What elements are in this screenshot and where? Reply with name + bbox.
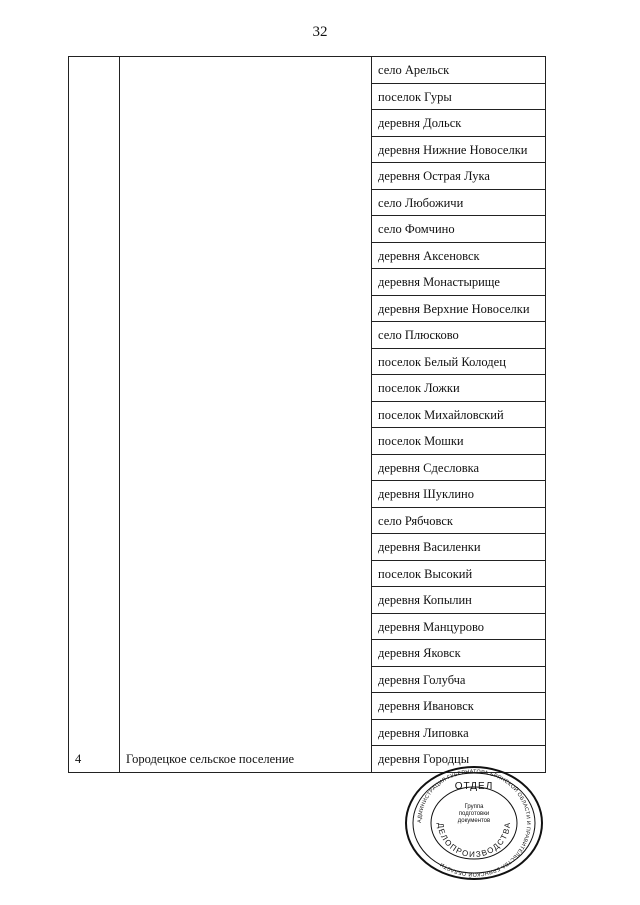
settlement-cell: [120, 349, 372, 376]
row-number-cell: [69, 561, 120, 588]
locality-cell: село Фомчино: [372, 216, 546, 243]
locality-cell: деревня Сдесловка: [372, 455, 546, 482]
row-number-cell: [69, 84, 120, 111]
table-row: [69, 561, 546, 588]
settlement-cell: [120, 693, 372, 720]
locality-cell: деревня Городцы: [372, 746, 546, 773]
row-number-cell: [69, 693, 120, 720]
table-row: [69, 216, 546, 243]
row-number-cell: [69, 269, 120, 296]
table-row: [69, 640, 546, 667]
table-row: [69, 349, 546, 376]
locality-cell: деревня Ивановск: [372, 693, 546, 720]
page-number: 32: [312, 24, 328, 40]
stamp-inner-ring-text: ДЕЛОПРОИЗВОДСТВА: [435, 820, 513, 860]
table-row: [69, 587, 546, 614]
row-number-cell: [69, 402, 120, 429]
settlement-cell: [120, 322, 372, 349]
row-number-cell: [69, 322, 120, 349]
locality-cell: поселок Мошки: [372, 428, 546, 455]
table-row: [69, 110, 546, 137]
table-row: [69, 190, 546, 217]
settlement-cell: [120, 667, 372, 694]
locality-cell: поселок Белый Колодец: [372, 349, 546, 376]
stamp-center-line: Группа: [464, 804, 484, 810]
locality-cell: деревня Острая Лука: [372, 163, 546, 190]
table-row: [69, 720, 546, 747]
stamp-ring-text: АДМИНИСТРАЦИЯ ГУБЕРНАТОРА БРЯНСКОЙ ОБЛАСТИ И ПРАВИТЕЛЬСТВА БРЯНСКОЙ ОБЛАСТИ: [416, 768, 532, 878]
settlement-cell: [120, 561, 372, 588]
svg-text:ДЕЛОПРОИЗВОДСТВА: [436, 821, 512, 859]
settlement-cell: [120, 216, 372, 243]
settlement-cell: [120, 296, 372, 323]
settlement-cell: [120, 534, 372, 561]
row-number-cell: [69, 481, 120, 508]
locality-cell: село Плюсково: [372, 322, 546, 349]
locality-cell: село Арельск: [372, 57, 546, 84]
stamp-title: ОТДЕЛ: [454, 781, 494, 792]
locality-cell: поселок Ложки: [372, 375, 546, 402]
stamp-center-text: [452, 804, 496, 825]
table-row: [69, 137, 546, 164]
table-row: [69, 402, 546, 429]
settlements-table: [68, 56, 546, 773]
locality-cell: деревня Монастырище: [372, 269, 546, 296]
row-number-cell: [69, 587, 120, 614]
table-row: [69, 667, 546, 694]
locality-cell: деревня Яковск: [372, 640, 546, 667]
settlement-cell: [120, 243, 372, 270]
row-number-cell: [69, 57, 120, 84]
settlement-cell: [120, 508, 372, 535]
row-number-cell: [69, 137, 120, 164]
row-number-cell: [69, 110, 120, 137]
row-number-cell: [69, 720, 120, 747]
settlement-cell: [120, 190, 372, 217]
row-number-cell: [69, 667, 120, 694]
row-number-cell: [69, 534, 120, 561]
locality-cell: деревня Липовка: [372, 720, 546, 747]
table-row: [69, 163, 546, 190]
table-row: [69, 296, 546, 323]
locality-cell: село Любожичи: [372, 190, 546, 217]
settlement-cell: [120, 587, 372, 614]
table-row: [69, 534, 546, 561]
table-row: [69, 508, 546, 535]
settlement-cell: Городецкое сельское поселение: [120, 746, 372, 773]
settlement-cell: [120, 481, 372, 508]
locality-cell: деревня Голубча: [372, 667, 546, 694]
row-number-cell: [69, 163, 120, 190]
row-number-cell: [69, 455, 120, 482]
locality-cell: деревня Аксеновск: [372, 243, 546, 270]
stamp-center-line: подготовки: [458, 811, 490, 817]
settlement-cell: [120, 137, 372, 164]
table-row: [69, 57, 546, 84]
row-number-cell: [69, 216, 120, 243]
settlement-cell: [120, 375, 372, 402]
locality-cell: деревня Нижние Новоселки: [372, 137, 546, 164]
settlement-cell: [120, 269, 372, 296]
table-row: [69, 322, 546, 349]
official-stamp: [402, 764, 546, 882]
locality-cell: деревня Верхние Новоселки: [372, 296, 546, 323]
row-number-cell: 4: [69, 746, 120, 773]
locality-cell: поселок Высокий: [372, 561, 546, 588]
row-number-cell: [69, 508, 120, 535]
table-row: [69, 693, 546, 720]
row-number-cell: [69, 428, 120, 455]
settlement-cell: [120, 110, 372, 137]
locality-cell: деревня Дольск: [372, 110, 546, 137]
stamp-center-line: документов: [457, 818, 491, 824]
table-row: [69, 269, 546, 296]
settlement-cell: [120, 163, 372, 190]
table-row: [69, 84, 546, 111]
table-row: [69, 243, 546, 270]
row-number-cell: [69, 375, 120, 402]
settlement-cell: [120, 84, 372, 111]
locality-cell: деревня Василенки: [372, 534, 546, 561]
locality-cell: поселок Михайловский: [372, 402, 546, 429]
settlement-cell: [120, 57, 372, 84]
locality-cell: деревня Манцурово: [372, 614, 546, 641]
row-number-cell: [69, 190, 120, 217]
row-number-cell: [69, 349, 120, 376]
table-row: [69, 614, 546, 641]
row-number-cell: [69, 296, 120, 323]
settlement-cell: [120, 402, 372, 429]
settlement-cell: [120, 640, 372, 667]
table-row: [69, 375, 546, 402]
row-number-cell: [69, 243, 120, 270]
table-row: [69, 428, 546, 455]
row-number-cell: [69, 614, 120, 641]
row-number-cell: [69, 640, 120, 667]
table-row: [69, 481, 546, 508]
locality-cell: село Рябчовск: [372, 508, 546, 535]
locality-cell: деревня Шуклино: [372, 481, 546, 508]
settlement-cell: [120, 614, 372, 641]
locality-cell: поселок Гуры: [372, 84, 546, 111]
settlement-cell: [120, 720, 372, 747]
settlement-cell: [120, 455, 372, 482]
settlement-cell: [120, 428, 372, 455]
table-row: [69, 455, 546, 482]
locality-cell: деревня Копылин: [372, 587, 546, 614]
